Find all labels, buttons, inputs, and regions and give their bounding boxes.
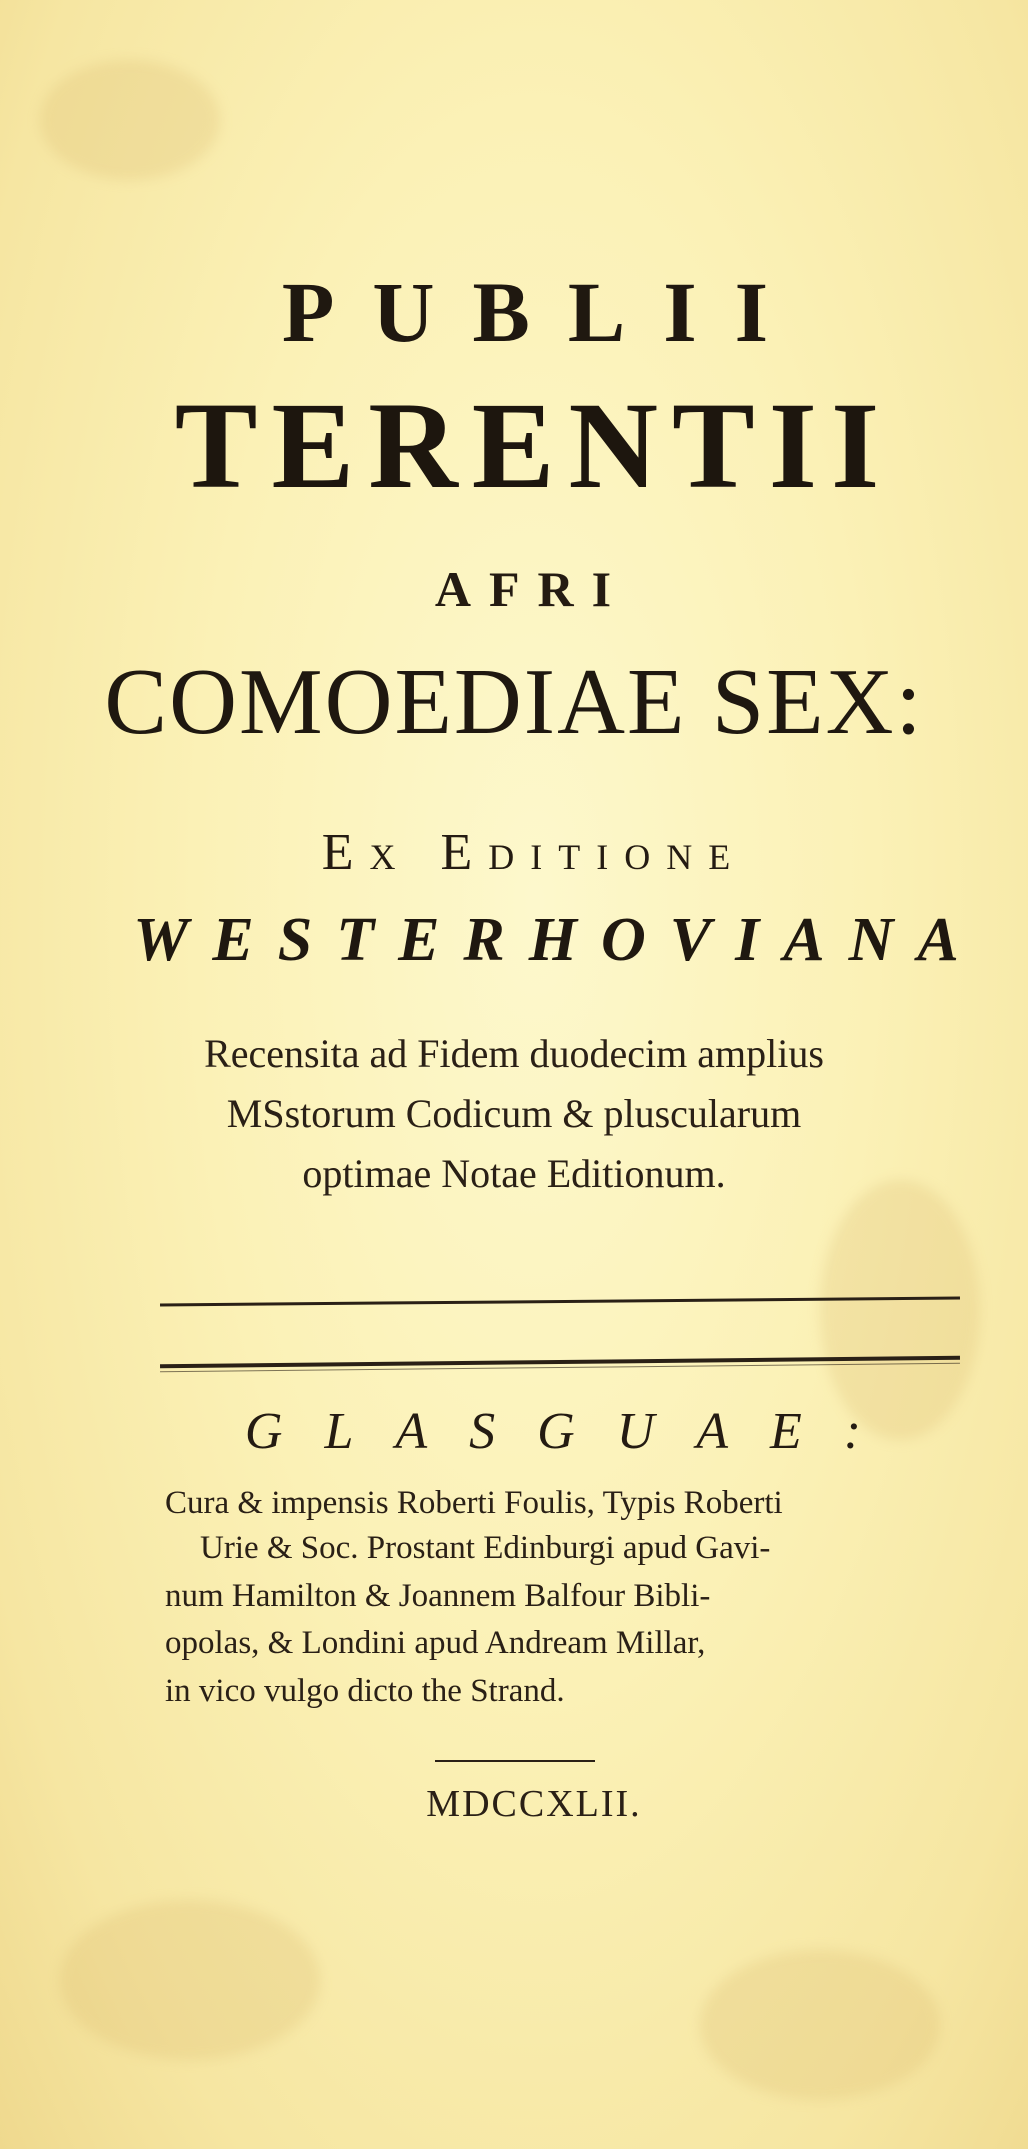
- recensita-line: MSstorum Codicum & pluscularum: [226, 1091, 802, 1136]
- imprint-line: in vico vulgo dicto the Strand.: [165, 1673, 565, 1709]
- title-comoediae-sex: COMOEDIAE SEX:: [104, 650, 924, 754]
- imprint-line: num Hamilton & Joannem Balfour Bibli-: [165, 1578, 711, 1614]
- paper-stain: [700, 1950, 940, 2100]
- imprint-line: opolas, & Londini apud Andream Millar,: [165, 1625, 706, 1661]
- title-terentii: TERENTII: [174, 377, 894, 514]
- imprint-line: Cura & impensis Roberti Foulis, Typis Roberti: [165, 1485, 783, 1521]
- subtitle-ex-editione: Ex Editione: [321, 824, 747, 881]
- subtitle-westerhoviana: WESTERHOVIANA: [133, 906, 983, 974]
- imprint-year: MDCCXLII.: [426, 1783, 642, 1825]
- paper-stain: [60, 1900, 320, 2060]
- title-publii: PUBLII: [281, 264, 807, 360]
- paper-stain: [820, 1180, 980, 1440]
- imprint-line: Urie & Soc. Prostant Edinburgi apud Gavi-: [200, 1530, 771, 1566]
- title-afri: AFRI: [434, 561, 630, 617]
- recensita-line: optimae Notae Editionum.: [302, 1151, 726, 1196]
- year-rule: [435, 1760, 595, 1762]
- paper-stain: [40, 60, 220, 180]
- recensita-line: Recensita ad Fidem duodecim amplius: [204, 1031, 824, 1076]
- imprint-place: GLASGUAE:: [244, 1403, 904, 1460]
